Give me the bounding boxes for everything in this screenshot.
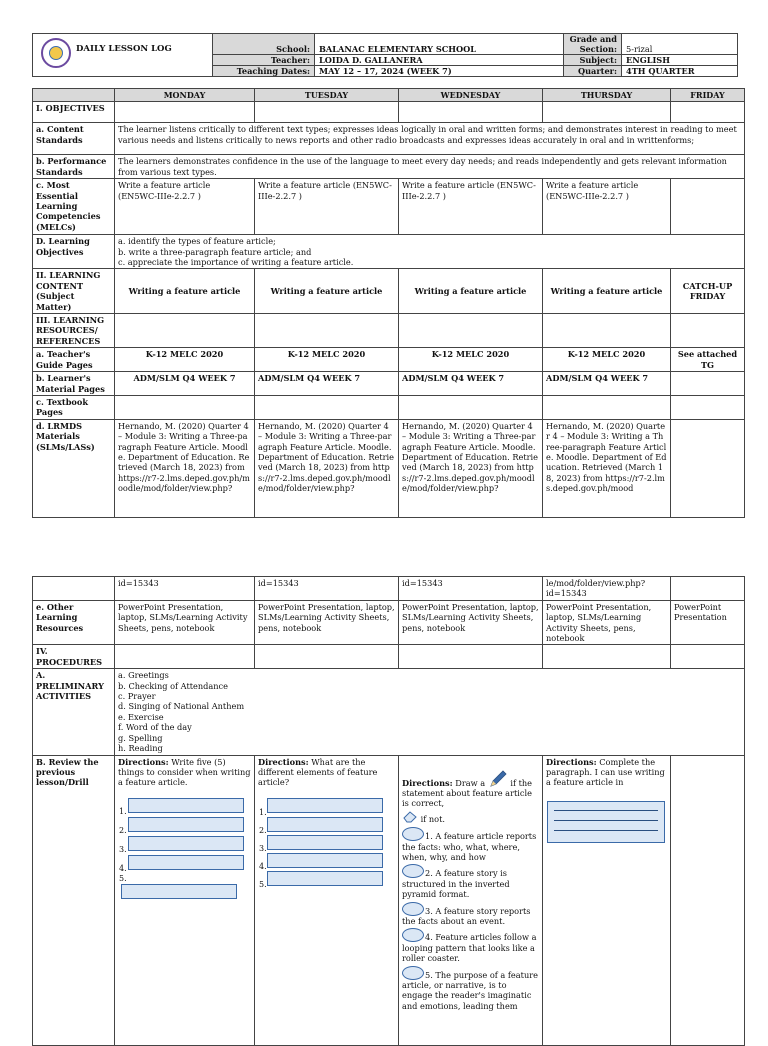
num-2: 2. (119, 825, 127, 835)
day-wednesday: WEDNESDAY (399, 89, 543, 102)
list-item: f. Word of the day (118, 722, 192, 733)
num-3: 3. (259, 843, 267, 853)
statement-4: 4. Feature articles follow a looping pattern that looks like a roller coaster. (402, 932, 537, 964)
teacher-value: LOIDA D. GALLANERA (315, 55, 564, 66)
textbook-label: c. Textbook Pages (33, 395, 115, 419)
dates-value: MAY 12 – 17, 2024 (WEEK 7) (315, 66, 564, 77)
other-thursday: PowerPoint Presentation, laptop, SLMs/Learning Activity Sheets, pens, notebook (543, 600, 671, 645)
content-tuesday: Writing a feature article (255, 269, 399, 314)
review-wed-draw: Draw a (455, 777, 486, 788)
lrmds-cont-wednesday: id=15343 (399, 577, 543, 601)
answer-oval-4[interactable] (402, 928, 424, 942)
grade-label: Grade and Section: (564, 34, 622, 55)
lrmds-cont-thursday: le/mod/folder/view.php?id=15343 (543, 577, 671, 601)
tg-friday: See attached TG (671, 348, 745, 372)
preliminary-label: A. PRELIMINARY ACTIVITIES (33, 669, 115, 755)
lrmds-label: d. LRMDS Materials (SLMs/LASs) (33, 419, 115, 517)
lesson-table-page2 (32, 576, 745, 1046)
answer-oval-1[interactable] (402, 827, 424, 841)
content-wednesday: Writing a feature article (399, 269, 543, 314)
answer-oval-5[interactable] (402, 966, 424, 980)
document-title: DAILY LESSON LOG (76, 44, 172, 54)
grade-value: 5-rizal (622, 34, 738, 55)
content-thursday: Writing a feature article (543, 269, 671, 314)
objective-item: a. identify the types of feature article; (118, 236, 276, 247)
day-monday: MONDAY (115, 89, 255, 102)
lrmds-cont-tuesday: id=15343 (255, 577, 399, 601)
answer-box-3[interactable] (128, 836, 244, 851)
performance-standards-text: The learners demonstrates confidence in the use of the language to meet every day needs; and reads independently and gets relevant information from various text types. (115, 155, 745, 179)
lrmds-monday: Hernando, M. (2020) Quarter 4 – Module 3: Writing a Three-paragraph Feature Article. Moodle. Department of Education. Retrieved (March 18, 2023) from https://r7-2.lms.deped.gov.ph/moodle/mod/folder/view.php? (115, 419, 255, 517)
dates-label: Teaching Dates: (213, 66, 315, 77)
list-item: d. Singing of National Anthem (118, 701, 245, 712)
tg-tuesday: K-12 MELC 2020 (255, 348, 399, 372)
review-thursday-text: Complete the paragraph. I can use writing a feature article in (546, 756, 665, 788)
num-4: 4. (259, 861, 267, 871)
melc-thursday: Write a feature article (EN5WC-IIIe-2.2.7 ) (543, 179, 671, 235)
lm-tuesday: ADM/SLM Q4 WEEK 7 (255, 372, 399, 396)
learning-content-label: II. LEARNING CONTENT (Subject Matter) (33, 269, 115, 314)
answer-oval-3[interactable] (402, 902, 424, 916)
objective-item: b. write a three-paragraph feature article; and (118, 246, 312, 257)
header-table (32, 33, 738, 77)
review-wednesday (399, 755, 543, 1045)
num-5: 5. (119, 873, 127, 883)
list-item: a. Greetings (118, 670, 169, 681)
melc-tuesday: Write a feature article (EN5WC-IIIe-2.2.7 ) (255, 179, 399, 235)
day-thursday: THURSDAY (543, 89, 671, 102)
num-5: 5. (259, 879, 267, 889)
statement-1: 1. A feature article reports the facts: who, what, where, when, why, and how (402, 831, 537, 862)
teacher-label: Teacher: (213, 55, 315, 66)
directions-label: Directions: (546, 756, 597, 767)
quarter-label: Quarter: (564, 66, 622, 77)
review-wed-if: if the statement about feature article is correct, (402, 777, 533, 809)
subject-label: Subject: (564, 55, 622, 66)
performance-standards-label: b. Performance Standards (33, 155, 115, 179)
other-resources-label: e. Other Learning Resources (33, 600, 115, 645)
answer-box-2[interactable] (267, 817, 383, 832)
subject-value: ENGLISH (622, 55, 738, 66)
objective-item: c. appreciate the importance of writing a feature article. (118, 257, 354, 268)
num-3: 3. (119, 844, 127, 854)
review-wed-ifnot: if not. (420, 813, 445, 824)
num-2: 2. (259, 825, 267, 835)
content-standards-text: The learner listens critically to different text types; expresses ideas logically in oral and written forms; and demonstrates interest in reading to meet various needs and listens critically to news reports and other radio broadcasts and expresses ideas accurately in oral and in writtenforms; (115, 123, 745, 155)
melc-monday: Write a feature article (EN5WC-IIIe-2.2.7 ) (115, 179, 255, 235)
learning-resources-label: III. LEARNING RESOURCES/ REFERENCES (33, 314, 115, 348)
tg-monday: K-12 MELC 2020 (115, 348, 255, 372)
other-wednesday: PowerPoint Presentation, laptop, SLMs/Learning Activity Sheets, pens, notebook (399, 600, 543, 645)
tg-wednesday: K-12 MELC 2020 (399, 348, 543, 372)
review-label: B. Review the previous lesson/Drill (33, 755, 115, 1045)
learners-material-label: b. Learner's Material Pages (33, 372, 115, 396)
melc-label: c. Most Essential Learning Competencies (MELCs) (33, 179, 115, 235)
statement-2: 2. A feature story is structured in the inverted pyramid format. (402, 868, 510, 900)
review-thursday (543, 755, 671, 1045)
paragraph-answer-box[interactable] (547, 801, 665, 843)
procedures-label: IV. PROCEDURES (33, 645, 115, 669)
review-tuesday-text: What are the different elements of feature article? (258, 756, 378, 788)
lrmds-wednesday: Hernando, M. (2020) Quarter 4 – Module 3: Writing a Three-paragraph Feature Article. Moodle. Department of Education. Retrieved (March 18, 2023) from https://r7-2.lms.deped.gov.ph/moodle/mod/folder/view.php? (399, 419, 543, 517)
content-monday: Writing a feature article (115, 269, 255, 314)
answer-box-5[interactable] (121, 884, 237, 899)
school-label: School: (213, 34, 315, 55)
answer-box-5[interactable] (267, 871, 383, 886)
day-tuesday: TUESDAY (255, 89, 399, 102)
answer-box-2[interactable] (128, 817, 244, 832)
preliminary-list (115, 669, 745, 755)
lm-thursday: ADM/SLM Q4 WEEK 7 (543, 372, 671, 396)
answer-box-4[interactable] (128, 855, 244, 870)
answer-box-4[interactable] (267, 853, 383, 868)
teachers-guide-label: a. Teacher's Guide Pages (33, 348, 115, 372)
catchup-friday: CATCH-UP FRIDAY (671, 269, 745, 314)
quarter-value: 4TH QUARTER (622, 66, 738, 77)
lm-wednesday: ADM/SLM Q4 WEEK 7 (399, 372, 543, 396)
lm-monday: ADM/SLM Q4 WEEK 7 (115, 372, 255, 396)
list-item: h. Reading (118, 743, 163, 754)
list-item: e. Exercise (118, 711, 164, 722)
num-1: 1. (119, 806, 127, 816)
learning-objectives-label: D. Learning Objectives (33, 235, 115, 269)
other-tuesday: PowerPoint Presentation, laptop, SLMs/Learning Activity Sheets, pens, notebook (255, 600, 399, 645)
lesson-table-page1 (32, 88, 745, 518)
directions-label: Directions: (258, 756, 309, 767)
review-tuesday (255, 755, 399, 1045)
answer-oval-2[interactable] (402, 864, 424, 878)
objectives-label: I. OBJECTIVES (33, 102, 115, 123)
list-item: g. Spelling (118, 732, 163, 743)
lrmds-cont-monday: id=15343 (115, 577, 255, 601)
answer-box-1[interactable] (267, 798, 383, 813)
other-monday: PowerPoint Presentation, laptop, SLMs/Learning Activity Sheets, pens, notebook (115, 600, 255, 645)
school-value: BALANAC ELEMENTARY SCHOOL (315, 34, 564, 55)
other-friday: PowerPoint Presentation (671, 600, 745, 645)
day-friday: FRIDAY (671, 89, 745, 102)
list-item: b. Checking of Attendance (118, 680, 228, 691)
lrmds-thursday: Hernando, M. (2020) Quarter 4 – Module 3: Writing a Three-paragraph Feature Article. Moodle. Department of Education. Retrieved (March 18, 2023) from https://r7-2.lms.deped.gov.ph/mood (543, 419, 671, 517)
directions-label: Directions: (118, 756, 169, 767)
list-item: c. Prayer (118, 691, 156, 702)
eraser-icon (402, 811, 418, 823)
num-4: 4. (119, 863, 127, 873)
answer-box-3[interactable] (267, 835, 383, 850)
directions-label: Directions: (402, 777, 453, 788)
answer-box-1[interactable] (128, 798, 244, 813)
statement-3: 3. A feature story reports the facts about an event. (402, 905, 531, 926)
num-1: 1. (259, 807, 267, 817)
learning-objectives-list (115, 235, 745, 269)
review-monday-text: Write five (5) things to consider when writing a feature article. (118, 756, 251, 788)
melc-wednesday: Write a feature article (EN5WC-IIIe-2.2.7 ) (399, 179, 543, 235)
review-monday (115, 755, 255, 1045)
tg-thursday: K-12 MELC 2020 (543, 348, 671, 372)
lrmds-tuesday: Hernando, M. (2020) Quarter 4 – Module 3: Writing a Three-paragraph Feature Article. Moodle. Department of Education. Retrieved (March 18, 2023) from https://r7-2.lms.deped.gov.ph/moodle/mod/folder/view.php? (255, 419, 399, 517)
content-standards-label: a. Content Standards (33, 123, 115, 155)
pencil-icon (488, 770, 508, 788)
statement-5: 5. The purpose of a feature article, or narrative, is to engage the reader's imaginatic and emotions, leading them (402, 969, 538, 1011)
